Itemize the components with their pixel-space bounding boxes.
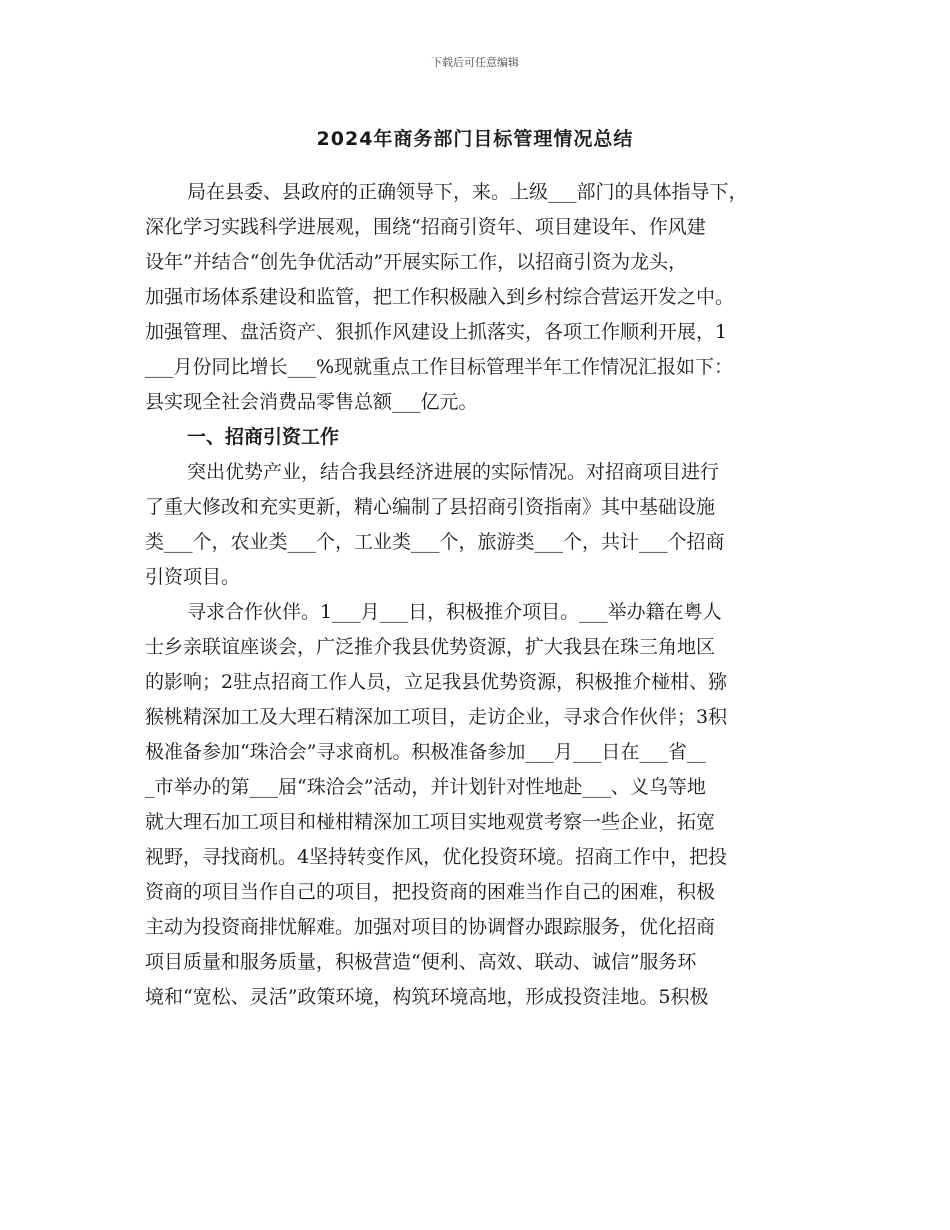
body-text-line: 境和“宽松、灵活”政策环境，构筑环境高地，形成投资洼地。5积极 (145, 986, 709, 1008)
body-text-line: 寻求合作伙伴。1___月___日，积极推介项目。___举办籍在粤人 (187, 601, 722, 623)
body-text-line: 加强市场体系建设和监管，把工作积极融入到乡村综合营运开发之中。 (145, 286, 735, 308)
body-text-line: 资商的项目当作自己的项目，把投资商的困难当作自己的困难，积极 (145, 881, 716, 903)
section-heading: 一、招商引资工作 (187, 426, 340, 448)
body-text-line: 项目质量和服务质量，积极营造“便利、高效、联动、诚信”服务环 (145, 951, 697, 973)
body-text-line: 加强管理、盘活资产、狠抓作风建设上抓落实，各项工作顺利开展，1 (145, 321, 728, 343)
body-text-line: 的影响；2驻点招商工作人员，立足我县优势资源，积极推介椪柑、猕 (145, 671, 728, 693)
body-text-line: 县实现全社会消费品零售总额___亿元。 (145, 391, 478, 413)
body-text-line: 类___个，农业类___个，工业类___个，旅游类___个，共计___个招商 (145, 531, 725, 553)
body-text-line: 士乡亲联谊座谈会，广泛推介我县优势资源，扩大我县在珠三角地区 (145, 636, 716, 658)
body-text-line: _市举办的第___届“珠洽会”活动，并计划针对性地赴___、义乌等地 (145, 776, 706, 798)
page-header-note: 下载后可任意编辑 (431, 56, 519, 69)
body-text-line: 主动为投资商排忧解难。加强对项目的协调督办跟踪服务，优化招商 (145, 916, 716, 938)
body-text-line: 深化学习实践科学进展观，围绕“招商引资年、项目建设年、作风建 (145, 216, 706, 238)
body-text-line: 了重大修改和充实更新，精心编制了县招商引资指南》其中基础设施 (145, 496, 716, 518)
document-body (145, 175, 810, 1015)
body-text-line: 视野，寻找商机。4坚持转变作风，优化投资环境。招商工作中，把投 (145, 846, 728, 868)
body-text-line: 局在县委、县政府的正确领导下，来。上级___部门的具体指导下， (187, 181, 748, 203)
body-text-line: 极准备参加“珠洽会”寻求商机。积极准备参加___月___日在___省__ (145, 741, 706, 763)
body-text-line: 就大理石加工项目和椪柑精深加工项目实地观赏考察一些企业，拓宽 (145, 811, 716, 833)
body-text-line: 设年”并结合“创先争优活动”开展实际工作，以招商引资为龙头， (145, 251, 688, 273)
body-text-line: 猴桃精深加工及大理石精深加工项目，走访企业，寻求合作伙伴；3积 (145, 706, 728, 728)
document-title: 2024年商务部门目标管理情况总结 (316, 128, 634, 150)
body-text-line: ___月份同比增长___%现就重点工作目标管理半年工作情况汇报如下： (145, 356, 734, 378)
body-text-line: 引资项目。 (145, 566, 241, 588)
body-text-line: 突出优势产业，结合我县经济进展的实际情况。对招商项目进行 (187, 461, 720, 483)
